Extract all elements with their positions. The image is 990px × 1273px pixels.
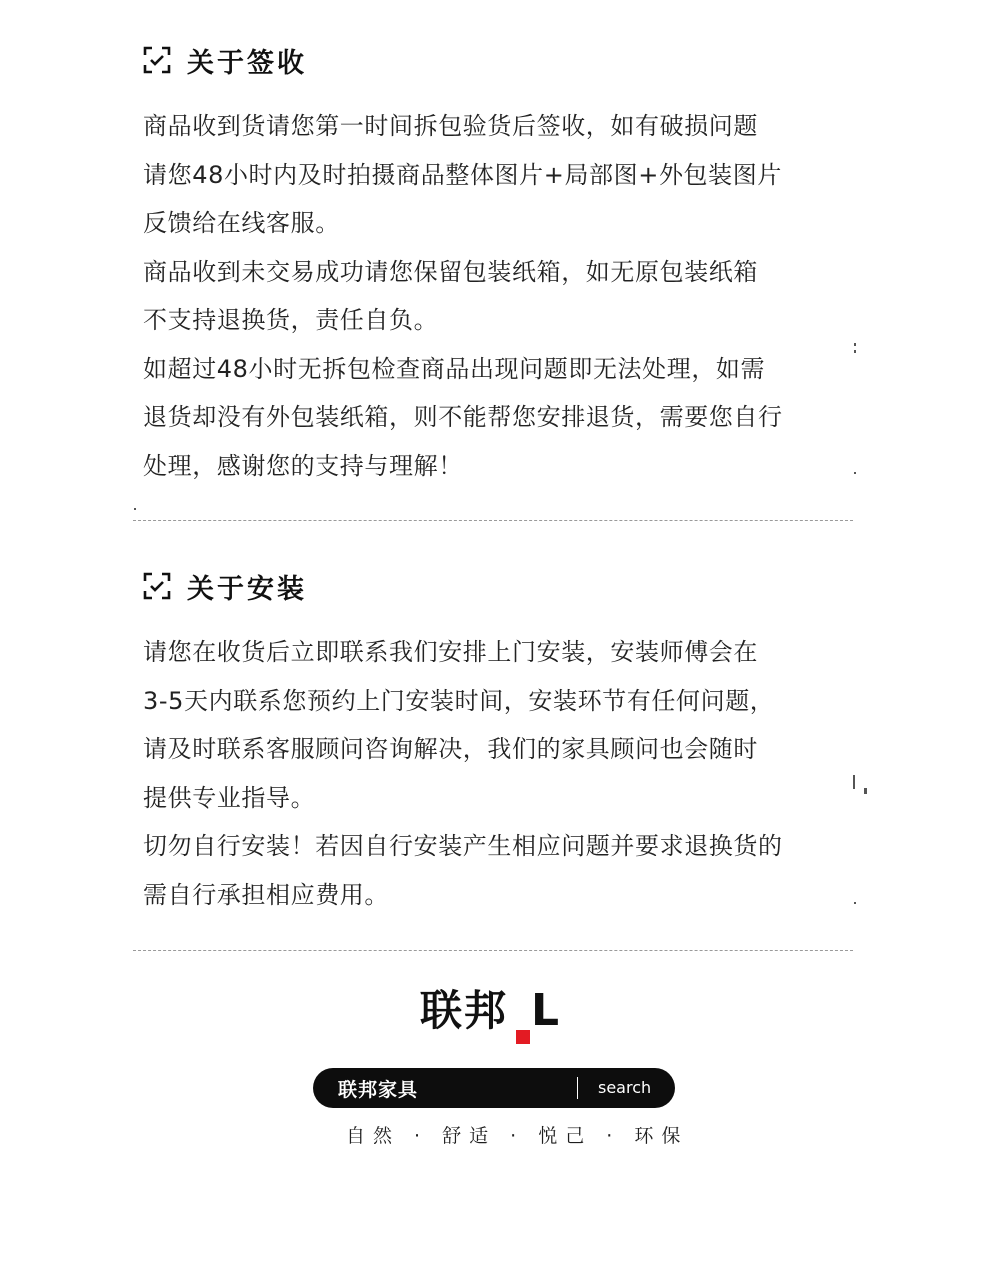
artifact-mark <box>853 775 855 789</box>
sign-text-line: 不支持退换货，责任自负。 <box>143 306 439 334</box>
logo-mark <box>516 985 560 1047</box>
install-text-line: 请您在收货后立即联系我们安排上门安装，安装师傅会在 <box>143 638 758 666</box>
search-label[interactable]: search <box>598 1078 652 1097</box>
sign-text-line: 请您48小时内及时拍摄商品整体图片+局部图+外包装图片 <box>143 160 782 189</box>
sign-text-line: 退货却没有外包装纸箱，则不能帮您安排退货，需要您自行 <box>143 403 783 431</box>
section-divider <box>133 950 853 951</box>
install-section-header <box>143 566 873 606</box>
artifact-mark <box>854 472 856 474</box>
scan-check-icon <box>143 46 171 74</box>
logo-text: 联邦 <box>420 986 509 1035</box>
brand-slogan: 自然 · 舒适 · 悦己 · 环保 <box>346 1125 689 1147</box>
sign-text-line: 反馈给在线客服。 <box>143 209 340 237</box>
artifact-mark <box>854 350 856 353</box>
brand-logo <box>420 985 560 1047</box>
install-section-title: 关于安装 <box>187 573 307 605</box>
artifact-mark <box>854 343 856 346</box>
install-text-line: 请及时联系客服顾问咨询解决，我们的家具顾问也会随时 <box>143 735 758 763</box>
install-text-line: 需自行承担相应费用。 <box>143 880 389 909</box>
install-text-line: 提供专业指导。 <box>143 783 316 812</box>
install-text-line: 切勿自行安装！若因自行安装产生相应问题并要求退换货的 <box>143 832 783 860</box>
sign-text-line: 如超过48小时无拆包检查商品出现问题即无法处理，如需 <box>143 354 766 383</box>
logo-letter: L <box>531 985 560 1036</box>
scan-check-icon <box>143 572 171 600</box>
artifact-mark <box>134 508 136 510</box>
sign-text-line: 商品收到未交易成功请您保留包装纸箱，如无原包装纸箱 <box>143 257 758 286</box>
logo-red-square <box>516 1030 530 1044</box>
sign-section <box>143 40 873 490</box>
search-brand-label: 联邦家具 <box>338 1078 419 1101</box>
sign-section-header <box>143 40 873 80</box>
artifact-mark <box>854 902 856 904</box>
artifact-mark <box>864 788 867 794</box>
search-separator <box>577 1077 578 1099</box>
sign-text-line: 处理，感谢您的支持与理解！ <box>143 451 463 480</box>
brand-search-bar[interactable] <box>313 1068 675 1108</box>
sign-text-line: 商品收到货请您第一时间拆包验货后签收，如有破损问题 <box>143 112 758 140</box>
install-text-line: 3-5天内联系您预约上门安装时间，安装环节有任何问题， <box>143 686 775 715</box>
section-divider <box>133 520 853 521</box>
install-section <box>143 566 873 919</box>
sign-section-body <box>143 102 873 490</box>
install-section-body <box>143 628 873 919</box>
sign-section-title: 关于签收 <box>187 47 307 79</box>
